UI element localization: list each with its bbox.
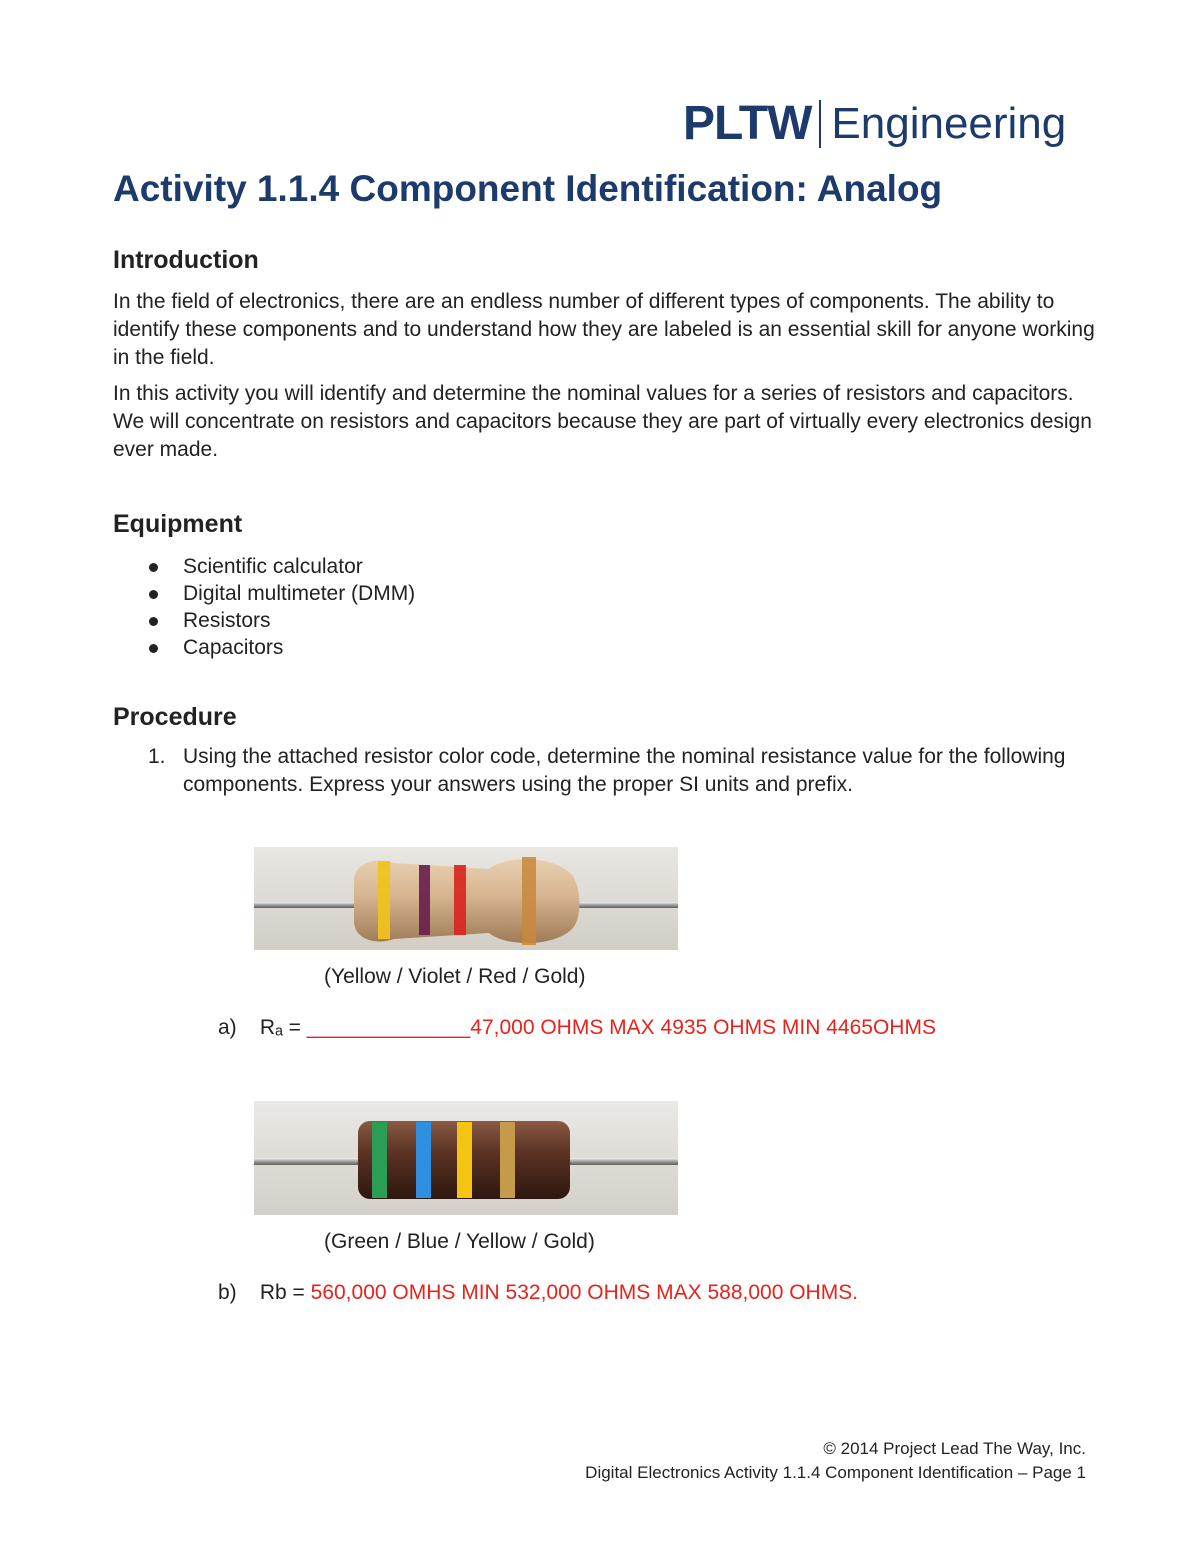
- resistor-b-illustration: [254, 1101, 678, 1215]
- equipment-heading: Equipment: [113, 510, 243, 538]
- pltw-engineering-logo: [683, 97, 1067, 150]
- equipment-item: Resistors: [113, 607, 415, 634]
- equipment-item: Scientific calculator: [113, 553, 415, 580]
- logo-engineering-text: Engineering: [831, 99, 1067, 148]
- resistor-a-illustration: [254, 847, 678, 950]
- resistor-b-answer-line: [218, 1279, 858, 1307]
- introduction-paragraph-1: In the field of electronics, there are an endless number of different types of components. The ability to identify these components and to understand how they are labeled is an essential skill for anyone working in the field.: [113, 290, 1095, 369]
- answer-letter: a): [218, 1016, 237, 1039]
- footer-page-info: Digital Electronics Activity 1.1.4 Component Identification – Page 1: [585, 1463, 1086, 1482]
- introduction-heading: Introduction: [113, 246, 259, 274]
- step-text: Using the attached resistor color code, determine the nominal resistance value for the following components. Express your answers using the proper SI units and prefix.: [183, 745, 1066, 796]
- resistor-a-caption: (Yellow / Violet / Red / Gold): [324, 965, 586, 988]
- resistance-label: Rb =: [259, 1281, 305, 1304]
- equipment-list: [113, 553, 415, 661]
- answer-letter: b): [218, 1281, 237, 1304]
- procedure-heading: Procedure: [113, 703, 237, 731]
- answer-value: 47,000 OHMS MAX 4935 OHMS MIN 4465OHMS: [470, 1016, 936, 1039]
- resistor-b-photo: [254, 1101, 678, 1215]
- footer-copyright: © 2014 Project Lead The Way, Inc.: [823, 1439, 1086, 1458]
- answer-value: 560,000 OMHS MIN 532,000 OHMS MAX 588,000 OHMS.: [310, 1281, 859, 1304]
- resistor-b-caption: (Green / Blue / Yellow / Gold): [324, 1230, 595, 1253]
- resistance-label: Rₐ =: [259, 1016, 301, 1039]
- procedure-step-1: [148, 743, 1108, 799]
- page-title: Activity 1.1.4 Component Identification: Analog: [113, 168, 943, 209]
- logo-pltw-text: PLTW: [683, 97, 812, 150]
- step-number: 1.: [148, 745, 166, 768]
- equipment-item: Capacitors: [113, 634, 415, 661]
- resistor-a-answer-line: [218, 1014, 936, 1042]
- introduction-paragraph-2: In this activity you will identify and determine the nominal values for a series of resistors and capacitors. We will concentrate on resistors and capacitors because they are part of virtually every electronics design ever made.: [113, 382, 1092, 461]
- equipment-item: Digital multimeter (DMM): [113, 580, 415, 607]
- resistor-a-photo: [254, 847, 678, 950]
- logo-divider: [819, 100, 821, 148]
- answer-blank: ______________: [306, 1016, 471, 1039]
